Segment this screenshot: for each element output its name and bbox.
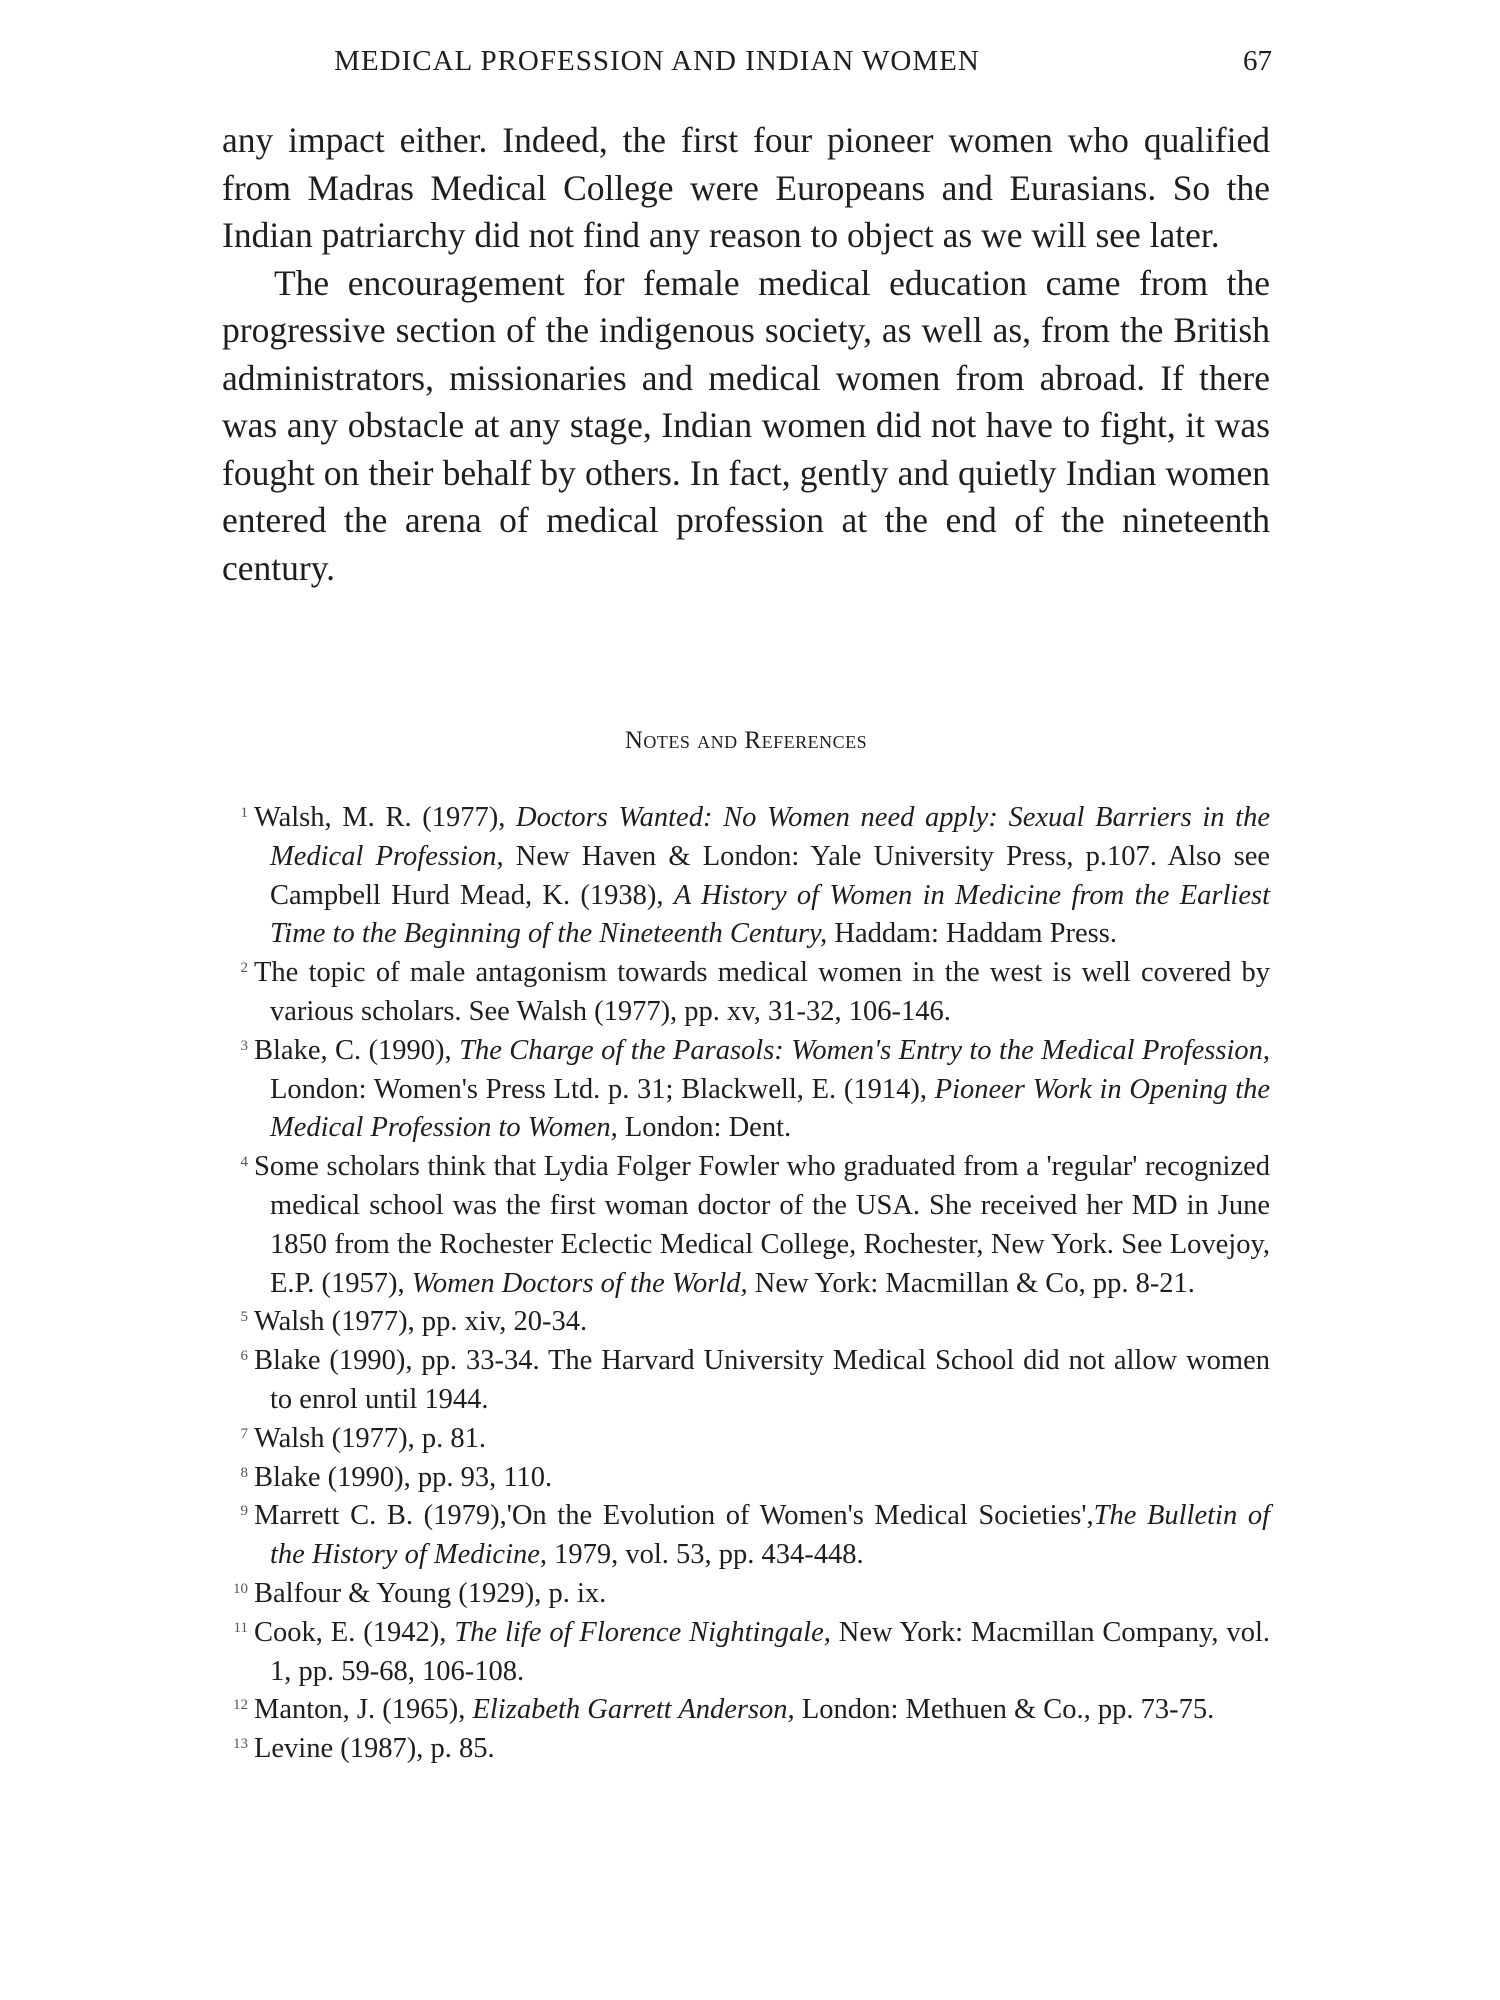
footnote-number: 12 [233, 1697, 248, 1714]
footnote-number: 6 [240, 1348, 248, 1365]
footnote-item [222, 1342, 1270, 1420]
footnote-item [222, 954, 1270, 1032]
footnote-text: Levine (1987), p. 85. [254, 1733, 495, 1765]
footnote-text: London: Methuen & Co., pp. 73-75. [794, 1694, 1215, 1726]
footnote-number: 8 [240, 1464, 248, 1481]
footnote-number: 5 [240, 1309, 248, 1326]
page-number: 67 [1243, 45, 1272, 77]
footnote-item [222, 1614, 1270, 1692]
footnote-item [222, 1730, 1270, 1769]
footnote-item [222, 1420, 1270, 1459]
body-text [222, 117, 1270, 592]
footnote-text: , 1979, vol. 53, pp. 434-448. [539, 1539, 864, 1571]
running-title: MEDICAL PROFESSION AND INDIAN WOMEN [334, 45, 980, 77]
footnote-text: Walsh (1977), p. 81. [254, 1422, 487, 1454]
footnote-text: Blake (1990), pp. 33-34. The Harvard University Medical School did not allow women to enrol until 1944. [254, 1345, 1270, 1415]
footnote-text: , London: Women's Press Ltd. p. 31; Blackwell, E. (1914), [270, 1034, 1270, 1105]
body-paragraph: any impact either. Indeed, the first four pioneer women who qualified from Madras Medical College were Europeans and Eurasians. So the Indian patriarchy did not find any reason to object as we will see later. [222, 120, 1270, 255]
footnote-number: 4 [240, 1154, 248, 1171]
footnote-number: 11 [233, 1619, 248, 1636]
footnote-text: London: Dent. [617, 1112, 792, 1144]
footnote-number: 3 [240, 1037, 248, 1054]
footnote-number: 13 [233, 1736, 248, 1753]
footnote-number: 2 [240, 960, 248, 977]
footnote-item [222, 799, 1270, 954]
footnote-text: Some scholars think that Lydia Folger Fowler who graduated from a 'regular' recognized medical school was the first woman doctor of the USA. She received her MD in June 1850 from the Rochester Eclectic Medical College, Rochester, New York. See Lovejoy, E.P. (1957), [254, 1151, 1270, 1299]
footnote-text: New York: Macmillan Company, vol. 1, pp. 59-68, 106-108. [270, 1616, 1270, 1687]
footnote-title: The Charge of the Parasols: Women's Entry to the Medical Profession [459, 1034, 1263, 1066]
footnote-text: Blake, C. (1990), [254, 1034, 460, 1066]
footnote-title: Women Doctors of the World, [411, 1267, 748, 1299]
footnote-item [222, 1575, 1270, 1614]
body-paragraph: The encouragement for female medical education came from the progressive section of the indigenous society, as well as, from the British administrators, missionaries and medical women from abroad. If there was any obstacle at any stage, Indian women did not have to fight, it was fought on their behalf by others. In fact, gently and quietly Indian women entered the arena of medical profession at the end of the nineteenth century. [222, 262, 1270, 588]
footnote-text: Haddam: Haddam Press. [827, 918, 1117, 950]
footnote-text: Walsh, M. R. (1977), [254, 802, 517, 833]
footnote-title: The Bulletin of the History of Medicine [270, 1500, 1270, 1571]
footnote-number: 1 [240, 805, 248, 821]
footnote-item [222, 1459, 1270, 1498]
footnote-number: 10 [233, 1580, 248, 1597]
footnote-title: A History of Women in Medicine from the Earliest Time to the Beginning of the Nineteenth Century, [270, 879, 1270, 950]
footnote-text: Marrett C. B. (1979),'On the Evolution of Women's Medical Societies', [254, 1500, 1094, 1532]
running-head [222, 45, 1272, 85]
footnote-title: The life of Florence Nightingale, [454, 1616, 831, 1648]
footnote-item [222, 1691, 1270, 1730]
footnote-number: 9 [240, 1503, 248, 1520]
footnote-title: Doctors Wanted: No Women need apply: Sexual Barriers in the Medical Profession [270, 802, 1270, 872]
footnote-text: Cook, E. (1942), [254, 1616, 455, 1648]
footnote-text: The topic of male antagonism towards medical women in the west is well covered by various scholars. See Walsh (1977), pp. xv, 31-32, 106-146. [254, 957, 1270, 1027]
footnote-item [222, 1148, 1270, 1303]
footnote-title: Elizabeth Garrett Anderson, [472, 1694, 795, 1726]
footnote-text: Blake (1990), pp. 93, 110. [254, 1461, 553, 1493]
notes-list [222, 799, 1270, 1769]
footnote-text: New York: Macmillan & Co, pp. 8-21. [747, 1267, 1195, 1299]
footnote-number: 7 [240, 1425, 248, 1442]
footnote-text: Balfour & Young (1929), p. ix. [254, 1577, 607, 1609]
footnote-item [222, 1303, 1270, 1342]
footnote-text: Manton, J. (1965), [254, 1694, 473, 1726]
footnote-title: Pioneer Work in Opening the Medical Profession to Women, [270, 1073, 1271, 1144]
footnote-text: , New Haven & London: Yale University Press, p.107. Also see Campbell Hurd Mead, K. (1938), [270, 840, 1270, 911]
footnote-item [222, 1497, 1270, 1575]
notes-heading: Notes and References [624, 727, 868, 754]
footnote-item [222, 1032, 1270, 1148]
footnote-text: Walsh (1977), pp. xiv, 20-34. [254, 1306, 588, 1338]
